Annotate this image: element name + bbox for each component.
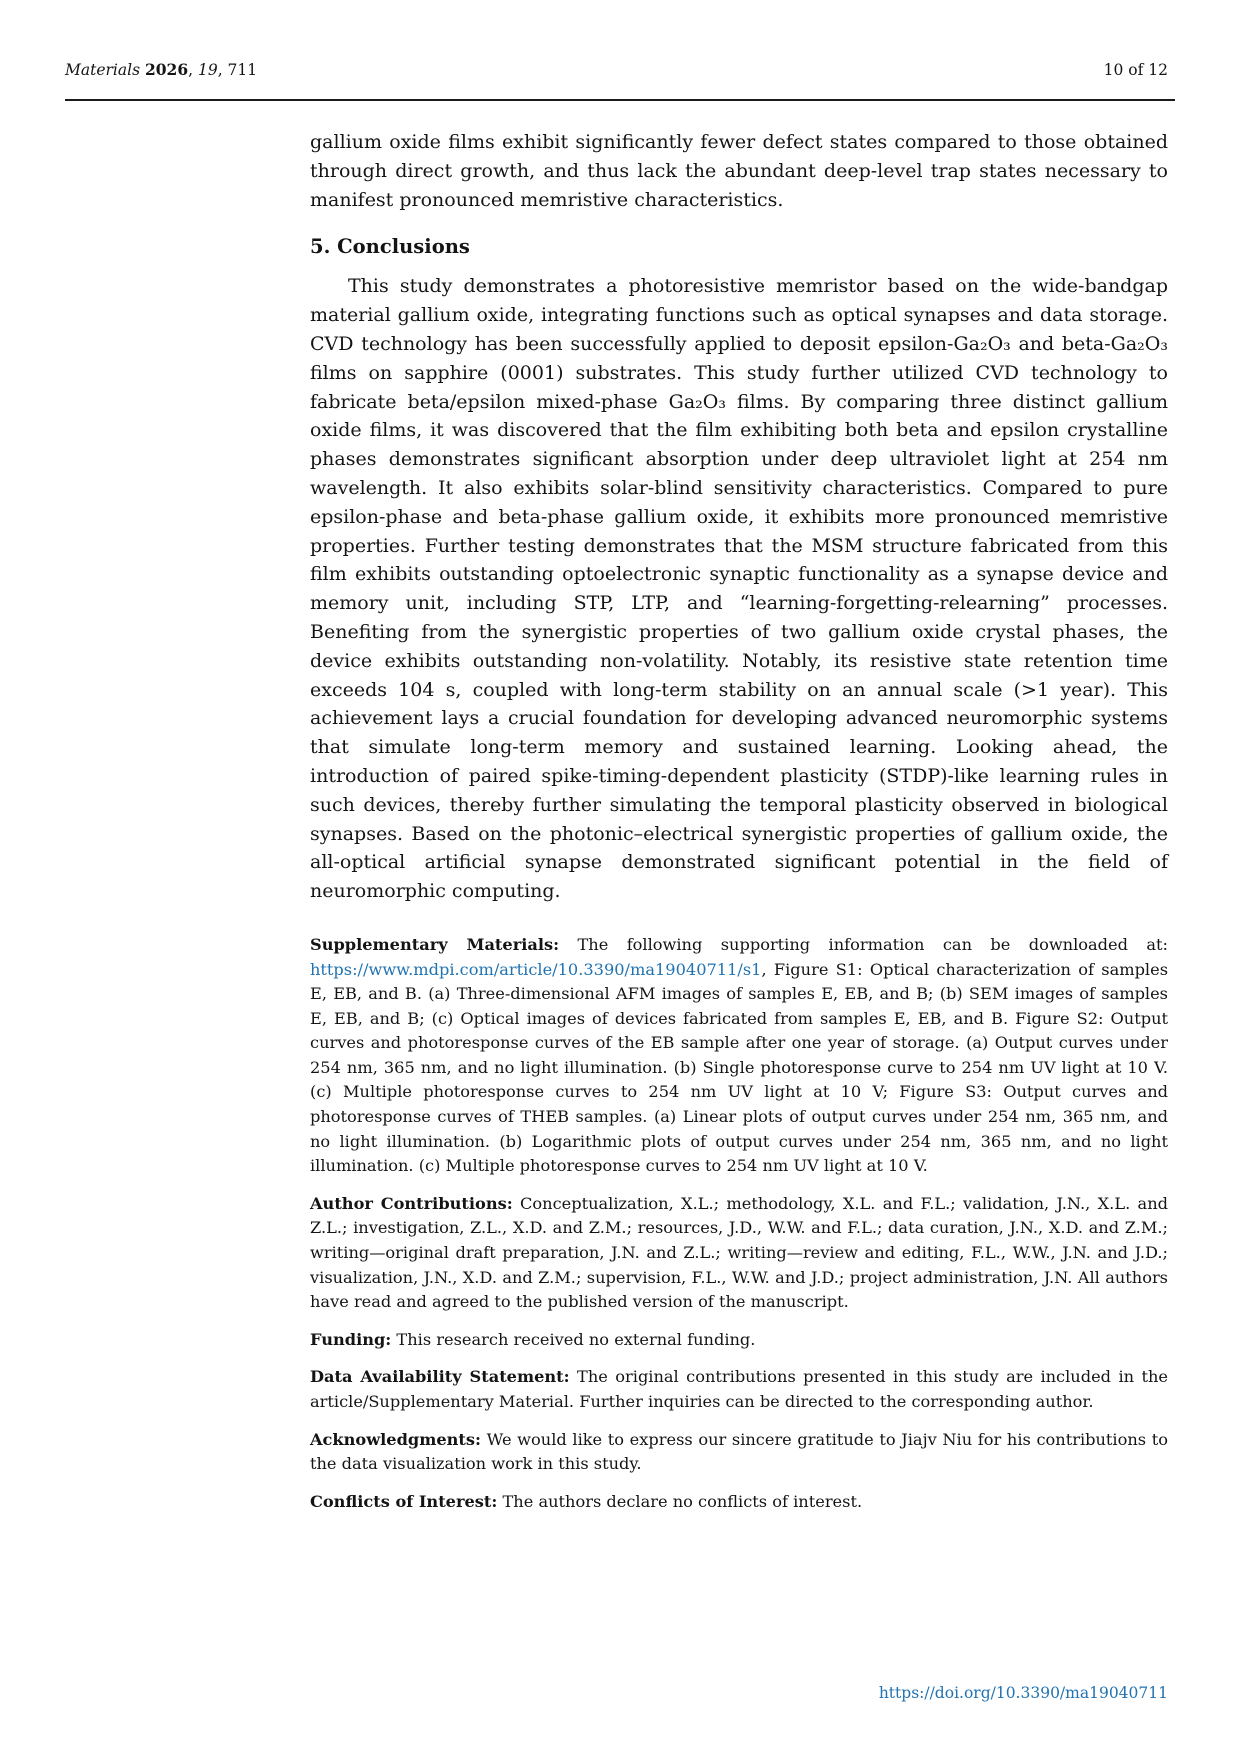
journal-name: Materials xyxy=(65,61,145,79)
acknowledgments-label: Acknowledgments: xyxy=(310,1429,481,1449)
supplementary-label: Supplementary Materials: xyxy=(310,934,560,954)
body-column xyxy=(310,128,1168,1514)
doi-link[interactable]: https://doi.org/10.3390/ma19040711 xyxy=(878,1684,1168,1702)
supplementary-link[interactable]: https://www.mdpi.com/article/10.3390/ma19040711/s1 xyxy=(310,959,762,979)
page-header xyxy=(65,60,1168,79)
conflicts-of-interest-paragraph: Conflicts of Interest: The authors declare no conflicts of interest. xyxy=(310,1491,863,1511)
funding-paragraph: Funding: This research received no external funding. xyxy=(310,1329,756,1349)
conflicts-label: Conflicts of Interest: xyxy=(310,1491,498,1511)
acknowledgments-paragraph: Acknowledgments: We would like to express our sincere gratitude to Jiajv Niu for his contributions to the data visualization work in this study. xyxy=(310,1429,1168,1474)
conclusions-paragraph: This study demonstrates a photoresistive memristor based on the wide-bandgap material gallium oxide, integrating functions such as optical synapses and data storage. CVD technology has been successfully applied to deposit epsilon-Ga₂O₃ and beta-Ga₂O₃ films on sapphire (0001) substrates. This study further utilized CVD technology to fabricate beta/epsilon mixed-phase Ga₂O₃ films. By comparing three distinct gallium oxide films, it was discovered that the film exhibiting both beta and epsilon crystalline phases demonstrates significant absorption under deep ultraviolet light at 254 nm wavelength. It also exhibits solar-blind sensitivity characteristics. Compared to pure epsilon-phase and beta-phase gallium oxide, it exhibits more pronounced memristive properties. Further testing demonstrates that the MSM structure fabricated from this film exhibits outstanding optoelectronic synaptic functionality as a synapse device and memory unit, including STP, LTP, and “learning-forgetting-relearning” processes. Benefiting from the synergistic properties of two gallium oxide crystal phases, the device exhibits outstanding non-volatility. Notably, its resistive state retention time exceeds 104 s, coupled with long-term stability on an annual scale (>1 year). This achievement lays a crucial foundation for developing advanced neuromorphic systems that simulate long-term memory and sustained learning. Looking ahead, the introduction of paired spike-timing-dependent plasticity (STDP)-like learning rules in such devices, thereby further simulating the temporal plasticity observed in biological synapses. Based on the photonic–electrical synergistic properties of gallium oxide, the all-optical artificial synapse demonstrated significant potential in the field of neuromorphic computing. xyxy=(310,275,1168,903)
funding-label: Funding: xyxy=(310,1329,392,1349)
intro-paragraph: gallium oxide films exhibit significantly fewer defect states compared to those obtained through direct growth, and thus lack the abundant deep-level trap states necessary to manifest pronounced memristive characteristics. xyxy=(310,131,1168,211)
section-heading-conclusions: 5. Conclusions xyxy=(310,235,470,259)
header-divider xyxy=(65,99,1175,101)
data-availability-label: Data Availability Statement: xyxy=(310,1367,570,1387)
journal-citation: Materials 2026, 19, 711 xyxy=(65,60,258,79)
page-number: 10 of 12 xyxy=(1103,61,1168,79)
data-availability-paragraph: Data Availability Statement: The original contributions presented in this study are included in the article/Supplementary Material. Further inquiries can be directed to the corresponding author. xyxy=(310,1367,1168,1412)
supplementary-materials-paragraph: Supplementary Materials: The following supporting information can be downloaded at: https://www.mdpi.com/article/10.3390/ma19040711/s1, Figure S1: Optical characterization of samples E, EB, and B. (a) Three-dimensional AFM images of samples E, EB, and B; (b) SEM images of samples E, EB, and B; (c) Optical images of devices fabricated from samples E, EB, and B. Figure S2: Output curves and photoresponse curves of the EB sample after one year of storage. (a) Output curves under 254 nm, 365 nm, and no light illumination. (b) Single photoresponse curve to 254 nm UV light at 10 V. (c) Multiple photoresponse curves to 254 nm UV light at 10 V; Figure S3: Output curves and photoresponse curves of THEB samples. (a) Linear plots of output curves under 254 nm, 365 nm, and no light illumination. (b) Logarithmic plots of output curves under 254 nm, 365 nm, and no light illumination. (c) Multiple photoresponse curves to 254 nm UV light at 10 V. xyxy=(310,934,1168,1176)
author-contributions-paragraph: Author Contributions: Conceptualization, X.L.; methodology, X.L. and F.L.; validation, J.N., X.L. and Z.L.; investigation, Z.L., X.D. and Z.M.; resources, J.D., W.W. and F.L.; data curation, J.N., X.D. and Z.M.; writing—original draft preparation, J.N. and Z.L.; writing—review and editing, F.L., W.W., J.N. and J.D.; visualization, J.N., X.D. and Z.M.; supervision, F.L., W.W. and J.D.; project administration, J.N. All authors have read and agreed to the published version of the manuscript. xyxy=(310,1193,1168,1312)
author-contributions-label: Author Contributions: xyxy=(310,1193,513,1213)
